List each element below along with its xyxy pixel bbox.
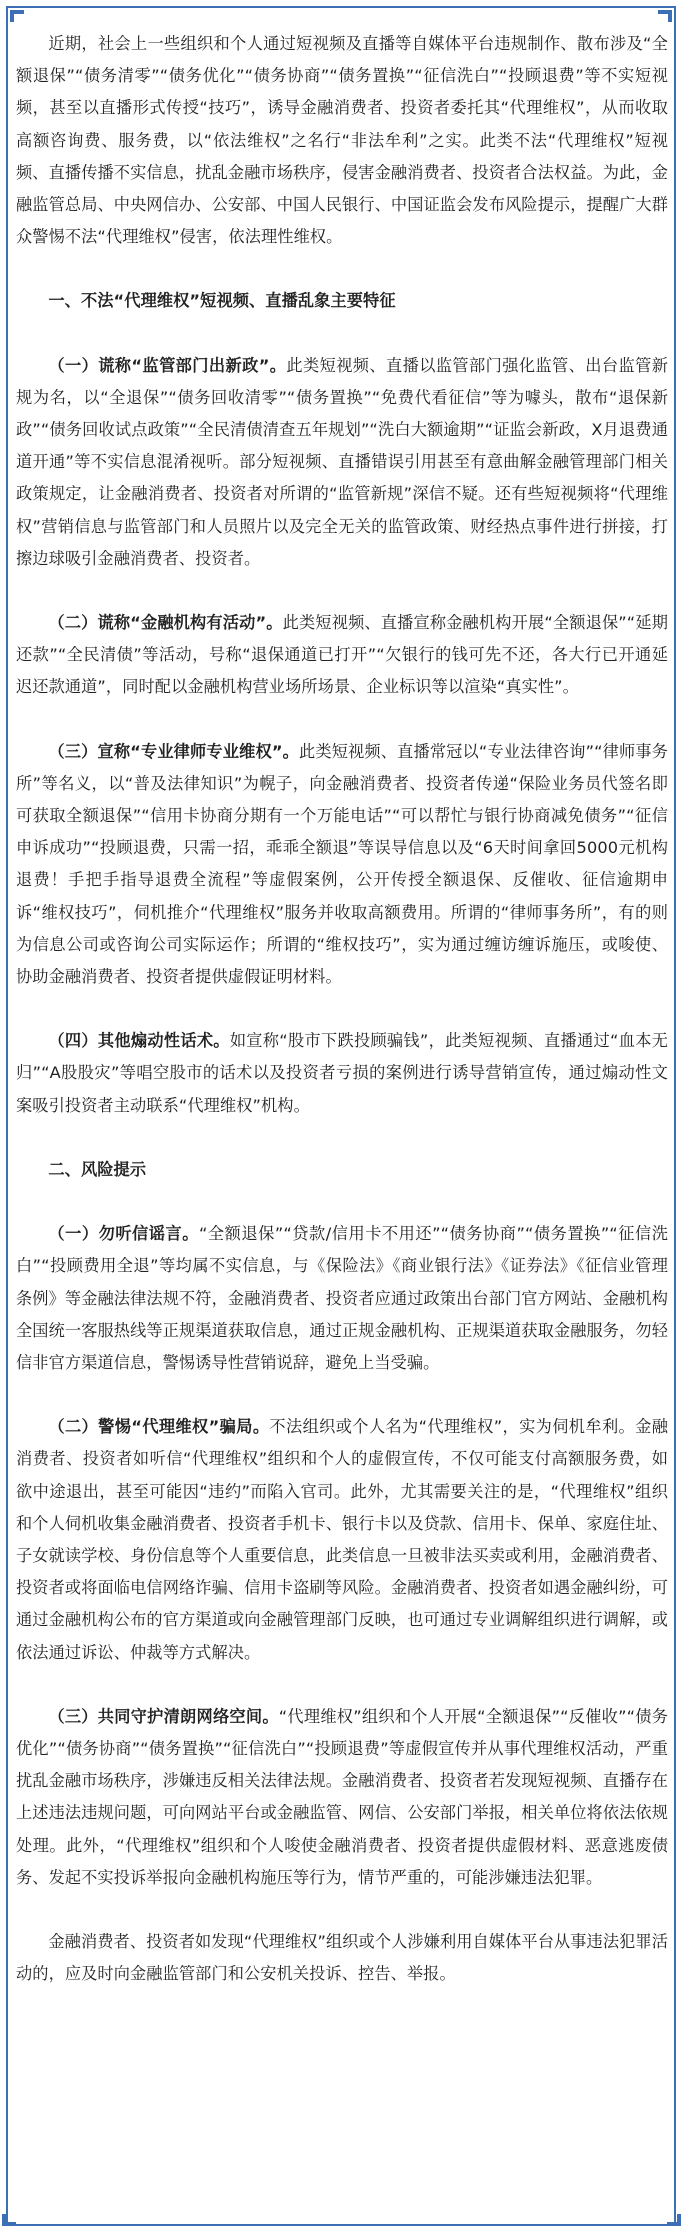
item-lead: （一）谎称“监管部门出新政”。 bbox=[48, 355, 287, 375]
item-body: “代理维权”组织和个人开展“全额退保”“反催收”“债务优化”“债务协商”“债务置换”“征信洗白”“投顾退费”等虚假宣传并从事代理维权活动，严重扰乱金融市场秩序，涉嫌违反相关法律法规。金融消费者、投资者若发现短视频、直播存在上述违法违规问题，可向网站平台或金融监管、网信、公安部门举报，相关单位将依法依规处理。此外，“代理维权”组织和个人唆使金融消费者、投资者提供虚假材料、恶意逃废债务、发起不实投诉举报向金融机构施压等行为，情节严重的，可能涉嫌违法犯罪。 bbox=[16, 1706, 668, 1887]
item-lead: （二）谎称“金融机构有活动”。 bbox=[48, 613, 283, 633]
item-lead: （三）共同守护清朗网络空间。 bbox=[48, 1706, 279, 1726]
closing-paragraph: 金融消费者、投资者如发现“代理维权”组织或个人涉嫌利用自媒体平台从事违法犯罪活动的，应及时向金融监管部门和公安机关投诉、控告、举报。 bbox=[16, 1931, 668, 1984]
item-lead: （一）勿听信谣言。 bbox=[48, 1224, 199, 1244]
item-lead: （二）警惕“代理维权”骗局。 bbox=[48, 1417, 270, 1437]
frame-corner-bottom-right-icon bbox=[667, 2214, 681, 2226]
section-2-item-2 bbox=[16, 1411, 668, 1669]
section-1-item-4 bbox=[16, 1025, 668, 1122]
item-body: 如宣称“股市下跌投顾骗钱”，此类短视频、直播通过“血本无归”“A股股灾”等唱空股市的话术以及投资者亏损的案例进行诱导营销宣传，通过煽动性文案吸引投资者主动联系“代理维权”机构。 bbox=[16, 1031, 668, 1115]
item-lead: （四）其他煽动性话术。 bbox=[48, 1031, 230, 1051]
item-body: 此类短视频、直播以监管部门强化监管、出台监管新规为名，以“全退保”“债务回收清零”“债务置换”“免费代看征信”等为噱头，散布“退保新政”“债务回收试点政策”“全民清债清查五年规划”“洗白大额逾期”“证监会新政，X月退费通道开通”等不实信息混淆视听。部分短视频、直播错误引用甚至有意曲解金融管理部门相关政策规定，让金融消费者、投资者对所谓的“监管新规”深信不疑。还有些短视频将“代理维权”营销信息与监管部门和人员照片以及完全无关的监管政策、财经热点事件进行拼接，打擦边球吸引金融消费者、投资者。 bbox=[16, 355, 668, 568]
item-body: 此类短视频、直播宣称金融机构开展“全额退保”“延期还款”“全民清债”等活动，号称“退保通道已打开”“欠银行的钱可先不还，各大行已开通延迟还款通道”，同时配以金融机构营业场所场景、企业标识等以渲染“真实性”。 bbox=[16, 613, 668, 697]
item-body: 此类短视频、直播常冠以“专业法律咨询”“律师事务所”等名义，以“普及法律知识”为幌子，向金融消费者、投资者传递“保险业务员代签名即可获取全额退保”“信用卡协商分期有一个万能电话”“可以帮忙与银行协商减免债务”“征信申诉成功”“投顾退费，只需一招，乖乖全额退”等误导信息以及“6天时间拿回5000元机构退费！手把手指导退费全流程”等虚假案例，公开传授全额退保、反催收、征信逾期申诉“维权技巧”，伺机推介“代理维权”服务并收取高额费用。所谓的“律师事务所”，有的则为信息公司或咨询公司实际运作；所谓的“维权技巧”，实为通过缠访缠诉施压，或唆使、协助金融消费者、投资者提供虚假证明材料。 bbox=[16, 741, 668, 987]
section-1-item-3 bbox=[16, 736, 668, 994]
item-lead: （三）宣称“专业律师专业维权”。 bbox=[48, 741, 299, 761]
item-body: “全额退保”“贷款/信用卡不用还”“债务协商”“债务置换”“征信洗白”“投顾费用全退”等均属不实信息，与《保险法》《商业银行法》《证券法》《征信业管理条例》等金融法律法规不符，金融消费者、投资者应通过政策出台部门官方网站、金融机构全国统一客服热线等正规渠道获取信息，通过正规金融机构、正规渠道获取金融服务，勿轻信非官方渠道信息，警惕诱导性营销说辞，避免上当受骗。 bbox=[16, 1224, 668, 1372]
section-1-item-2 bbox=[16, 607, 668, 704]
frame-corner-top-right-icon bbox=[658, 10, 672, 22]
section-2-item-1 bbox=[16, 1218, 668, 1379]
frame-corner-top-left-icon bbox=[10, 10, 24, 22]
article-body bbox=[16, 28, 668, 2022]
intro-paragraph: 近期，社会上一些组织和个人通过短视频及直播等自媒体平台违规制作、散布涉及“全额退保”“债务清零”“债务优化”“债务协商”“债务置换”“征信洗白”“投顾退费”等不实短视频，甚至以直播形式传授“技巧”，诱导金融消费者、投资者委托其“代理维权”，从而收取高额咨询费、服务费，以“依法维权”之名行“非法牟利”之实。此类不法“代理维权”短视频、直播传播不实信息，扰乱金融市场秩序，侵害金融消费者、投资者合法权益。为此，金融监管总局、中央网信办、公安部、中国人民银行、中国证监会发布风险提示，提醒广大群众警惕不法“代理维权”侵害，依法理性维权。 bbox=[16, 34, 668, 247]
section-2-heading: 二、风险提示 bbox=[48, 1159, 147, 1179]
item-body: 不法组织或个人名为“代理维权”，实为伺机牟利。金融消费者、投资者如听信“代理维权”组织和个人的虚假宣传，不仅可能支付高额服务费，如欲中途退出，甚至可能因“违约”而陷入官司。此外，尤其需要关注的是，“代理维权”组织和个人伺机收集金融消费者、投资者手机卡、银行卡以及贷款、信用卡、保单、家庭住址、子女就读学校、身份信息等个人重要信息，此类信息一旦被非法买卖或利用，金融消费者、投资者或将面临电信网络诈骗、信用卡盗刷等风险。金融消费者、投资者如遇金融纠纷，可通过金融机构公布的官方渠道或向金融管理部门反映，也可通过专业调解组织进行调解，或依法通过诉讼、仲裁等方式解决。 bbox=[16, 1417, 668, 1662]
frame-corner-bottom-left-icon bbox=[2, 2214, 16, 2226]
section-2-item-3 bbox=[16, 1701, 668, 1894]
section-1-item-1 bbox=[16, 350, 668, 575]
section-1-heading: 一、不法“代理维权”短视频、直播乱象主要特征 bbox=[48, 291, 396, 311]
